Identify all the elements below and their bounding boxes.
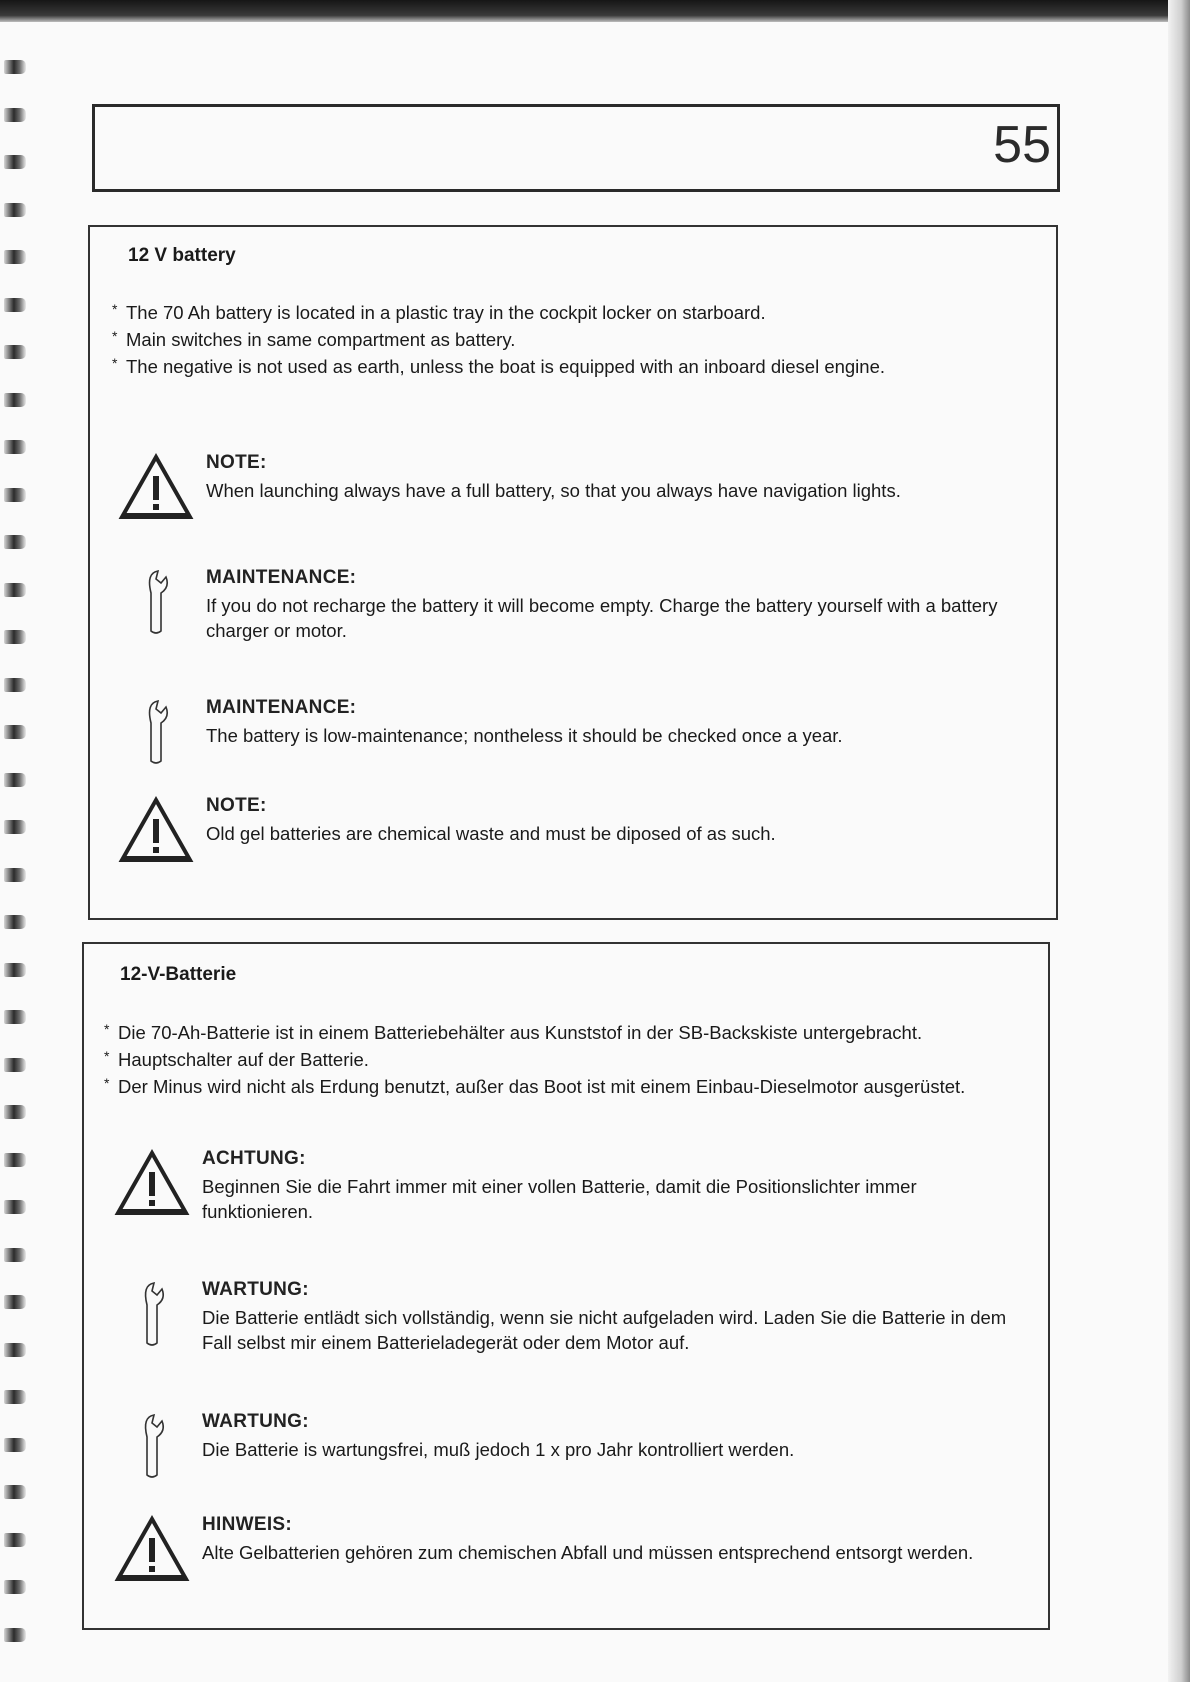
note-label: ACHTUNG: [202,1148,306,1169]
binding-ring [4,60,26,74]
scan-top-edge [0,0,1190,22]
note-label: NOTE: [206,795,267,816]
note-text: When launching always have a full battery, so that you always have navigation lights. [206,480,901,501]
list-item: * Der Minus wird nicht als Erdung benutzt, außer das Boot ist mit einem Einbau-Dieselmotor ausgerüstet. [104,1075,966,1097]
binding-ring [4,1010,26,1024]
binding-ring [4,393,26,407]
binding-ring [4,250,26,264]
binding-ring [4,1485,26,1499]
warning-triangle-icon [114,1148,190,1218]
wrench-icon [114,1411,190,1481]
section-title: 12 V battery [128,245,236,266]
wrench-icon [118,697,194,767]
binding-ring [4,108,26,122]
maintenance-text: If you do not recharge the battery it will become empty. Charge the battery yourself with a battery charger or motor. [206,595,998,641]
wrench-icon [114,1279,190,1349]
spiral-binding [0,60,34,1670]
note-label: HINWEIS: [202,1514,293,1535]
note-label: NOTE: [206,452,267,473]
page-header-box [92,104,1060,192]
binding-ring [4,1153,26,1167]
section-title: 12-V-Batterie [120,964,237,985]
note-text: Alte Gelbatterien gehören zum chemischen Abfall und müssen entsprechend entsorgt werden. [202,1542,974,1563]
binding-ring [4,1058,26,1072]
scan-right-edge [1168,0,1190,1682]
binding-ring [4,773,26,787]
binding-ring [4,1105,26,1119]
binding-ring [4,1628,26,1642]
maintenance-label: WARTUNG: [202,1411,309,1432]
binding-ring [4,1295,26,1309]
maintenance-text: Die Batterie entlädt sich vollständig, wenn sie nicht aufgeladen wird. Laden Sie die Batterie in dem Fall selbst mir einem Batterieladegerät oder dem Motor auf. [202,1307,1007,1353]
binding-ring [4,1533,26,1547]
list-item: * The negative is not used as earth, unless the boat is equipped with an inboard diesel engine. [112,355,886,377]
list-item: * Hauptschalter auf der Batterie. [104,1048,369,1070]
wrench-icon [118,567,194,637]
binding-ring [4,345,26,359]
binding-ring [4,963,26,977]
binding-ring [4,488,26,502]
binding-ring [4,1580,26,1594]
binding-ring [4,868,26,882]
binding-ring [4,583,26,597]
binding-ring [4,820,26,834]
maintenance-label: MAINTENANCE: [206,567,357,588]
binding-ring [4,298,26,312]
binding-ring [4,155,26,169]
binding-ring [4,535,26,549]
binding-ring [4,915,26,929]
note-text: Old gel batteries are chemical waste and must be diposed of as such. [206,823,776,844]
section-german [82,942,1050,1630]
maintenance-label: WARTUNG: [202,1279,309,1300]
warning-triangle-icon [118,452,194,522]
list-item: * The 70 Ah battery is located in a plastic tray in the cockpit locker on starboard. [112,301,766,323]
binding-ring [4,1438,26,1452]
binding-ring [4,1248,26,1262]
maintenance-text: The battery is low-maintenance; nontheless it should be checked once a year. [206,725,843,746]
warning-triangle-icon [114,1514,190,1584]
bullet-list [104,1019,1004,1100]
binding-ring [4,1200,26,1214]
binding-ring [4,1390,26,1404]
list-item: * Die 70-Ah-Batterie ist in einem Batteriebehälter aus Kunststof in der SB-Backskiste untergebracht. [104,1021,923,1043]
binding-ring [4,630,26,644]
section-english [88,225,1058,920]
binding-ring [4,678,26,692]
bullet-list [112,299,885,380]
maintenance-text: Die Batterie is wartungsfrei, muß jedoch 1 x pro Jahr kontrolliert werden. [202,1439,795,1460]
warning-triangle-icon [118,795,194,865]
page-number: 55 [993,116,1051,174]
binding-ring [4,440,26,454]
binding-ring [4,203,26,217]
maintenance-label: MAINTENANCE: [206,697,357,718]
list-item: * Main switches in same compartment as battery. [112,328,516,350]
binding-ring [4,1343,26,1357]
note-text: Beginnen Sie die Fahrt immer mit einer vollen Batterie, damit die Positionslichter immer funktionieren. [202,1176,917,1222]
binding-ring [4,725,26,739]
